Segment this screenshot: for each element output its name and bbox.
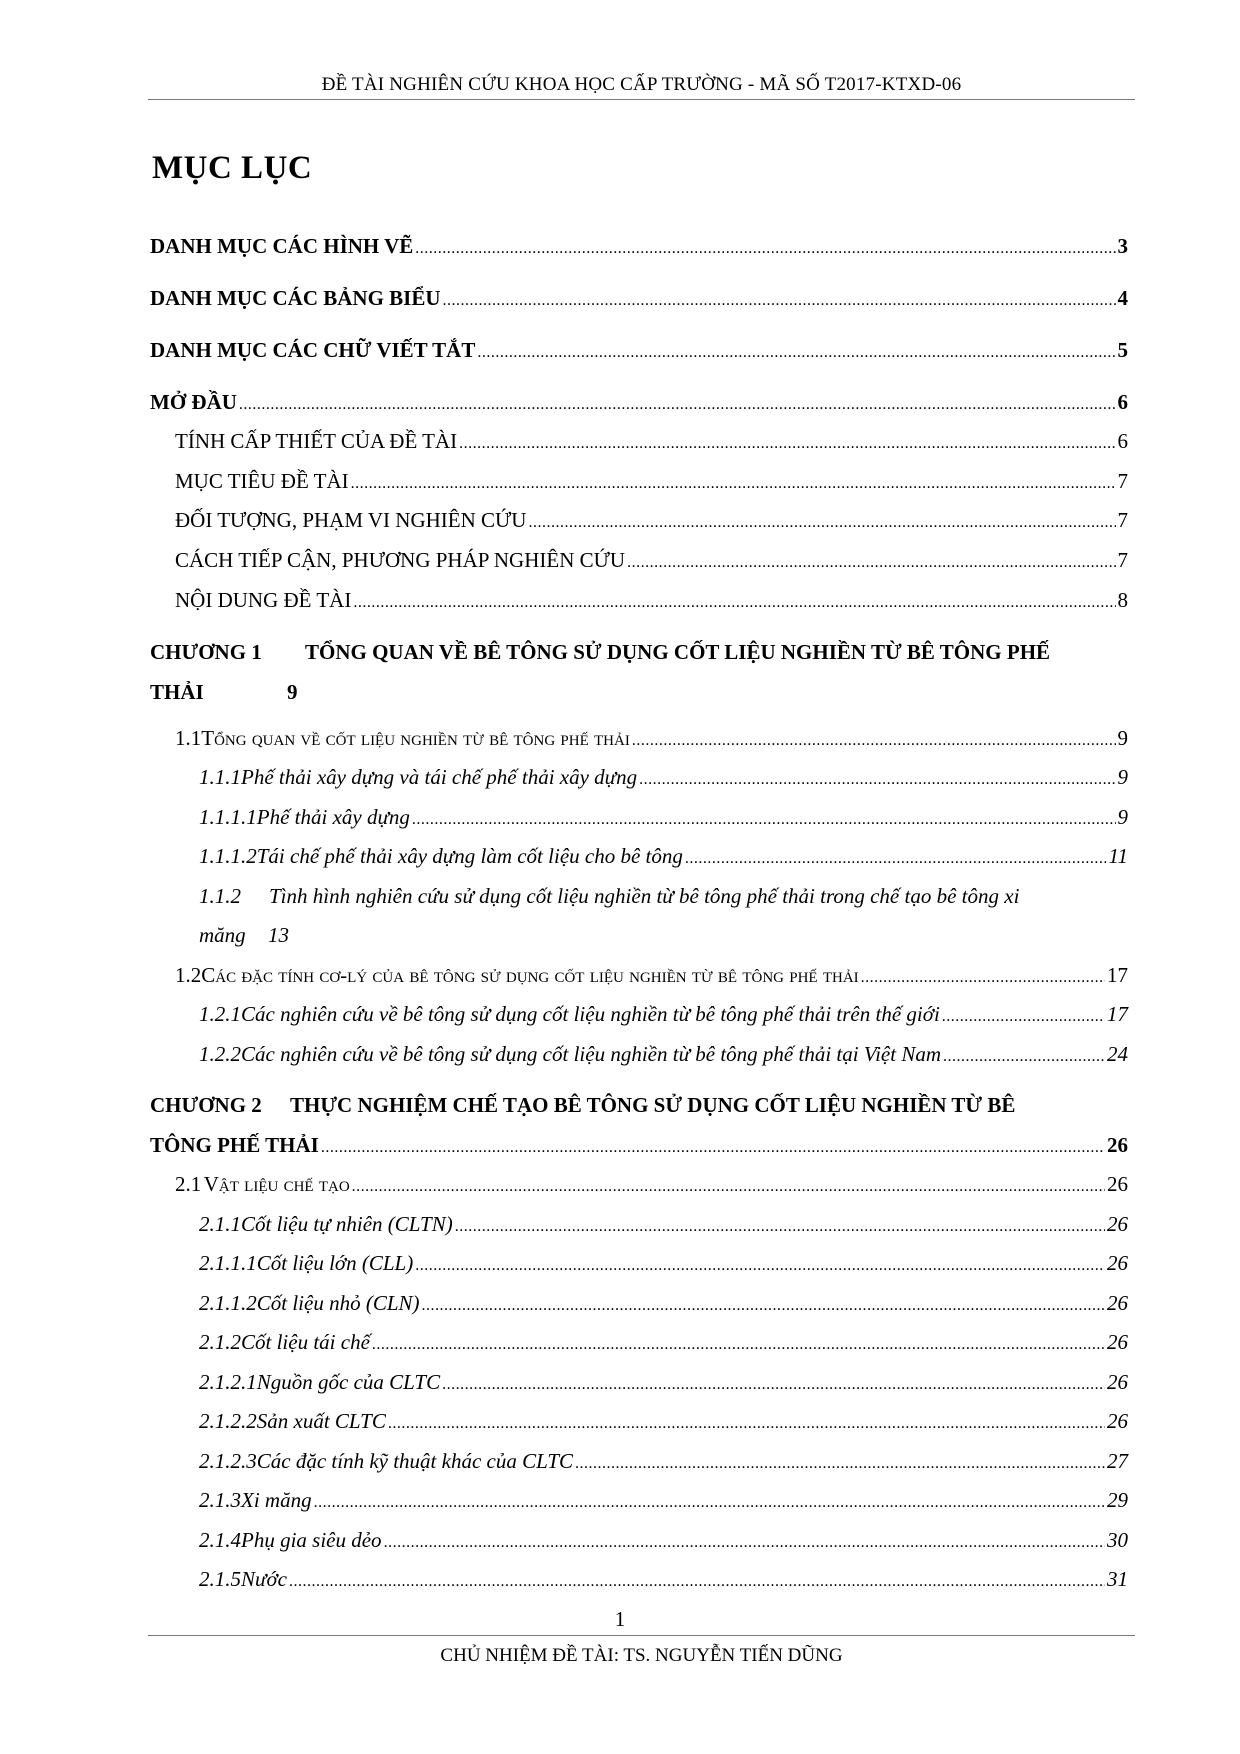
toc-page-number: 7 (1117, 508, 1128, 532)
toc-leader (943, 1048, 1105, 1066)
toc-page-number: 24 (1107, 1042, 1128, 1066)
toc-entry-text: Tái chế phế thải xây dựng làm cốt liệu cho bê tông (256, 844, 683, 868)
toc-section-number: 2.1.1.1 (199, 1251, 257, 1275)
toc-section-number: 2.1.3 (199, 1488, 241, 1512)
toc-section-number: 1.2.2 (199, 1042, 241, 1066)
toc-entry-text: Phế thải xây dựng và tái chế phế thải xây dựng (241, 765, 638, 789)
toc-page-number: 26 (1107, 1291, 1128, 1315)
toc-page-number: 26 (1107, 1251, 1128, 1275)
toc-entry-text: Cốt liệu tái chế (241, 1330, 370, 1354)
toc-entry-2-1-3[interactable] (199, 1488, 1128, 1513)
toc-page-number: 26 (1107, 1212, 1128, 1236)
toc-entry-text-line-2: măng (199, 923, 246, 947)
toc-entry-text: Cốt liệu tự nhiên (CLTN) (241, 1212, 453, 1236)
toc-leader (353, 594, 1115, 612)
toc-section-number: 1.1.1 (199, 765, 241, 789)
toc-entry-text: Các đặc tính kỹ thuật khác của CLTC (256, 1449, 574, 1473)
toc-leader (442, 1376, 1105, 1394)
toc-page-number: 30 (1107, 1528, 1128, 1552)
toc-page-number: 6 (1117, 429, 1128, 453)
toc-page-number: 17 (1107, 963, 1128, 987)
toc-page-number: 6 (1117, 390, 1128, 414)
toc-entry-2-1-4[interactable] (199, 1528, 1128, 1553)
toc-leader (321, 1139, 1105, 1157)
toc-leader (415, 1257, 1105, 1275)
toc-leader (422, 1297, 1105, 1315)
toc-entry-urgency[interactable] (175, 429, 1128, 454)
toc-entry-text: Nguồn gốc của CLTC (256, 1370, 441, 1394)
toc-entry-text: Các nghiên cứu về bê tông sử dụng cốt liệu nghiền từ bê tông phế thải tại Việt Nam (241, 1042, 942, 1066)
toc-entry-1-1[interactable] (175, 726, 1128, 751)
toc-entry-1-1-1-2[interactable] (199, 844, 1128, 869)
chapter-2-label: CHƯƠNG 2 (150, 1093, 262, 1117)
toc-page-number: 27 (1107, 1449, 1128, 1473)
toc-leader (352, 1178, 1105, 1196)
toc-entry-text: MỞ ĐẦU (150, 390, 237, 414)
toc-entry-2-1-2-2[interactable] (199, 1409, 1128, 1434)
toc-entry-abbreviations[interactable] (150, 338, 1128, 363)
toc-entry-text: Các đặc tính cơ-lý của bê tông sử dụng cốt liệu nghiền từ bê tông phế thải (201, 963, 859, 987)
toc-entry-text: ĐỐI TƯỢNG, PHẠM VI NGHIÊN CỨU (175, 508, 527, 532)
toc-leader (639, 771, 1115, 789)
toc-entry-text: Phế thải xây dựng (256, 805, 410, 829)
toc-entry-text: TÍNH CẤP THIẾT CỦA ĐỀ TÀI (175, 429, 458, 453)
toc-entry-figures[interactable] (150, 234, 1128, 259)
toc-section-number: 2.1.4 (199, 1528, 241, 1552)
toc-section-number: 2.1.2.2 (199, 1409, 257, 1433)
toc-section-number: 2.1.2.1 (199, 1370, 257, 1394)
chapter-1-page-number: 9 (287, 680, 298, 704)
toc-entry-text: Sản xuất CLTC (256, 1409, 386, 1433)
toc-leader (372, 1336, 1105, 1354)
toc-page-number: 7 (1117, 469, 1128, 493)
toc-entry-text: Vật liệu chế tạo (203, 1172, 350, 1196)
toc-page-number: 31 (1107, 1567, 1128, 1591)
toc-title: MỤC LỤC (152, 150, 313, 186)
toc-entry-content[interactable] (175, 588, 1128, 613)
toc-page-number: 7 (1117, 548, 1128, 572)
chapter-1-title-line-2: THẢI (150, 680, 204, 704)
chapter-1-label: CHƯƠNG 1 (150, 640, 262, 664)
chapter-2-title-line-1: THỰC NGHIỆM CHẾ TẠO BÊ TÔNG SỬ DỤNG CỐT LIỆU NGHIỀN TỪ BÊ (290, 1093, 1016, 1117)
toc-entry-text: NỘI DUNG ĐỀ TÀI (175, 588, 352, 612)
toc-leader (861, 969, 1105, 987)
toc-entry-text: Cốt liệu nhỏ (CLN) (256, 1291, 420, 1315)
toc-entry-2-1-1-2[interactable] (199, 1291, 1128, 1316)
toc-entry-2-1[interactable] (175, 1172, 1128, 1197)
toc-entry-1-2-1[interactable] (199, 1002, 1128, 1027)
toc-entry-text: Phụ gia siêu dẻo (241, 1528, 382, 1552)
toc-entry-2-1-2-1[interactable] (199, 1370, 1128, 1395)
page-footer: CHỦ NHIỆM ĐỀ TÀI: TS. NGUYỄN TIẾN DŨNG (440, 1645, 843, 1666)
toc-leader (575, 1455, 1105, 1473)
page-number: 1 (614, 1607, 626, 1631)
toc-entry-text: DANH MỤC CÁC CHỮ VIẾT TẮT (150, 338, 476, 362)
toc-entry-text: Cốt liệu lớn (CLL) (256, 1251, 414, 1275)
toc-section-number: 2.1.5 (199, 1567, 241, 1591)
toc-page-number: 9 (1117, 805, 1128, 829)
toc-entry-scope[interactable] (175, 508, 1128, 533)
toc-entry-tables[interactable] (150, 286, 1128, 311)
toc-page-number: 4 (1117, 286, 1128, 310)
toc-entry-text: Tổng quan về cốt liệu nghiền từ bê tông phế thải (201, 726, 630, 750)
chapter-2-title-line-2: TÔNG PHẾ THẢI (150, 1133, 319, 1157)
toc-entry-text-line-1: Tình hình nghiên cứu sử dụng cốt liệu nghiền từ bê tông phế thải trong chế tạo bê tông xi (269, 884, 1020, 908)
toc-section-number: 2.1.2.3 (199, 1449, 257, 1473)
toc-leader (632, 732, 1116, 750)
toc-page-number: 8 (1117, 588, 1128, 612)
toc-entry-1-2[interactable] (175, 963, 1128, 988)
toc-leader (239, 396, 1116, 414)
toc-section-number: 2.1.1.2 (199, 1291, 257, 1315)
toc-entry-1-1-1[interactable] (199, 765, 1128, 790)
toc-page-number: 26 (1107, 1172, 1128, 1196)
toc-page-number: 26 (1107, 1370, 1128, 1394)
toc-entry-text: Các nghiên cứu về bê tông sử dụng cốt liệu nghiền từ bê tông phế thải trên thế giới (241, 1002, 940, 1026)
toc-leader (455, 1218, 1105, 1236)
toc-entry-text: DANH MỤC CÁC HÌNH VẼ (150, 234, 414, 258)
toc-entry-text: Nước (241, 1567, 287, 1591)
toc-leader (388, 1415, 1105, 1433)
toc-page-number: 26 (1107, 1330, 1128, 1354)
toc-section-number: 2.1 (175, 1172, 202, 1196)
toc-section-number: 1.2.1 (199, 1002, 241, 1026)
toc-page-number: 26 (1107, 1409, 1128, 1433)
chapter-1-title-line-1: TỔNG QUAN VỀ BÊ TÔNG SỬ DỤNG CỐT LIỆU NGHIỀN TỪ BÊ TÔNG PHẾ (305, 640, 1051, 664)
toc-page-number: 9 (1117, 726, 1128, 750)
chapter-2-title-line-2-row (150, 1133, 1128, 1158)
toc-section-number: 2.1.1 (199, 1212, 241, 1236)
toc-page-number: 13 (268, 923, 289, 947)
toc-leader (942, 1008, 1105, 1026)
toc-leader (314, 1494, 1105, 1512)
toc-entry-2-1-5[interactable] (199, 1567, 1128, 1592)
toc-entry-1-1-1-1[interactable] (199, 805, 1128, 830)
toc-leader (443, 292, 1116, 310)
toc-leader (412, 811, 1116, 829)
toc-entry-text: MỤC TIÊU ĐỀ TÀI (175, 469, 349, 493)
toc-entry-1-2-2[interactable] (199, 1042, 1128, 1067)
toc-page-number: 26 (1107, 1133, 1128, 1157)
toc-section-number: 1.1.1.1 (199, 805, 257, 829)
toc-entry-methods[interactable] (175, 548, 1128, 573)
toc-section-number: 2.1.2 (199, 1330, 241, 1354)
toc-entry-2-1-2-3[interactable] (199, 1449, 1128, 1474)
toc-entry-2-1-2[interactable] (199, 1330, 1128, 1355)
toc-leader (477, 344, 1115, 362)
toc-page-number: 9 (1117, 765, 1128, 789)
toc-entry-text: Xi măng (241, 1488, 312, 1512)
toc-entry-2-1-1-1[interactable] (199, 1251, 1128, 1276)
toc-page-number: 11 (1108, 844, 1128, 868)
toc-page-number: 5 (1117, 338, 1128, 362)
toc-entry-text: CÁCH TIẾP CẬN, PHƯƠNG PHÁP NGHIÊN CỨU (175, 548, 626, 572)
toc-leader (627, 554, 1115, 572)
toc-section-number: 1.1 (175, 726, 202, 750)
toc-section-number: 1.1.2 (199, 884, 241, 908)
toc-entry-text: DANH MỤC CÁC BẢNG BIỂU (150, 286, 441, 310)
toc-section-number: 1.2 (175, 963, 202, 987)
header-divider (148, 99, 1135, 100)
toc-leader (459, 435, 1115, 453)
toc-entry-introduction[interactable] (150, 390, 1128, 415)
toc-leader (528, 514, 1115, 532)
toc-page-number: 29 (1107, 1488, 1128, 1512)
toc-leader (289, 1573, 1105, 1591)
toc-page-number: 17 (1107, 1002, 1128, 1026)
toc-entry-2-1-1[interactable] (199, 1212, 1128, 1237)
footer-divider (148, 1635, 1135, 1636)
toc-page-number: 3 (1117, 234, 1128, 258)
toc-leader (351, 475, 1116, 493)
toc-section-number: 1.1.1.2 (199, 844, 257, 868)
toc-leader (415, 240, 1115, 258)
page-header: ĐỀ TÀI NGHIÊN CỨU KHOA HỌC CẤP TRƯỜNG - MÃ SỐ T2017-KTXD-06 (321, 74, 962, 95)
toc-entry-objectives[interactable] (175, 469, 1128, 494)
toc-leader (384, 1534, 1105, 1552)
toc-leader (685, 850, 1107, 868)
